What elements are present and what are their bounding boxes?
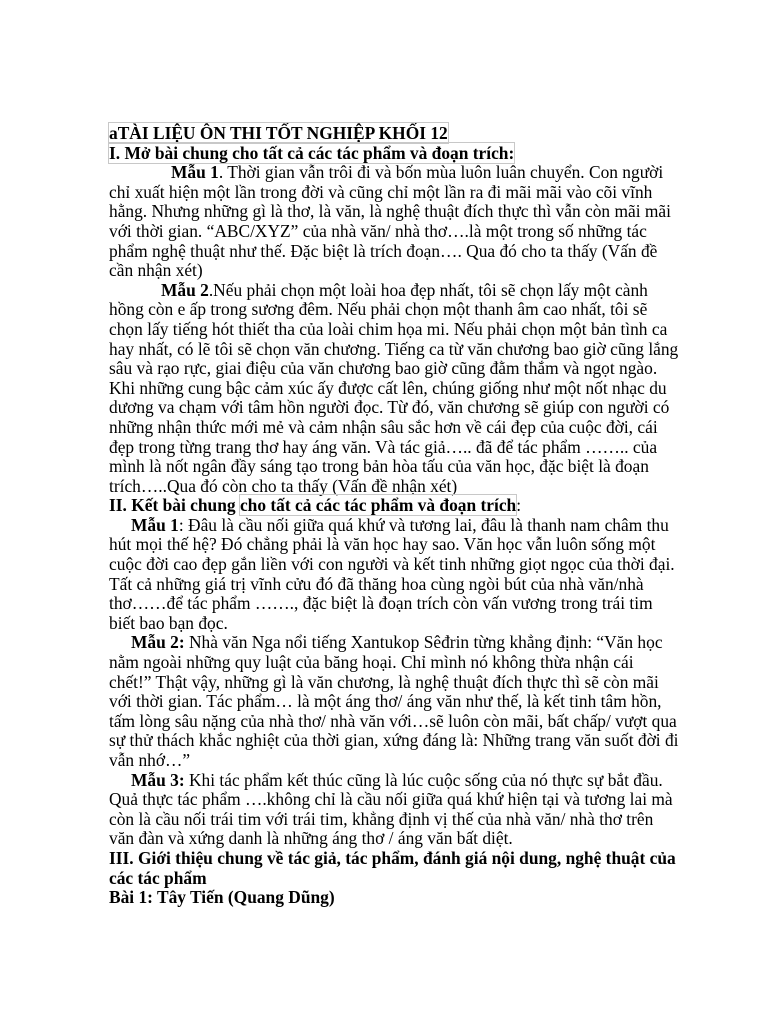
document-body xyxy=(109,124,680,908)
sample-text: : Đâu là cầu nối giữa quá khứ và tương lai, đâu là thanh nam châm thu hút mọi thế hệ? Đó chẳng phải là văn học hay sao. Văn học vẫn luôn sống một cuộc đời cao đẹp gắn liền với con người và kết tinh những giọt ngọc của thời đại. Tất cả những giá trị vĩnh cửu đó đã thăng hoa cùng ngòi bút của nhà văn/nhà thơ……để tác phẩm ……., đặc biệt là đoạn trích còn vấn vương trong trái tim biết bao bạn đọc. xyxy=(109,514,675,633)
sample-label: Mẫu 1 xyxy=(171,162,219,183)
section-2-heading: II. Kết bài chung cho tất cả các tác phẩm và đoạn trích: xyxy=(109,495,522,516)
sample-label: Mẫu 2: xyxy=(131,632,185,653)
sample-label: Mẫu 1 xyxy=(131,514,179,535)
sample-text: .Nếu phải chọn một loài hoa đẹp nhất, tôi sẽ chọn lấy một cành hồng còn e ấp trong sương đêm. Nếu phải chọn một thanh âm cao nhất, tôi sẽ chọn lấy tiếng hót thiết tha của loài chim họa mi. Nếu phải chọn một bản tình ca hay nhất, có lẽ tôi sẽ chọn văn chương. Tiếng ca từ văn chương bao giờ cũng lắng sâu và rạo rực, giai điệu của văn chương bao giờ cũng đằm thắm và ngọt ngào. Khi những cung bậc cảm xúc ấy được cất lên, chúng giống như một nốt nhạc du dương va chạm với tâm hồn người đọc. Từ đó, văn chương sẽ giúp con người có những nhận thức mới mẻ và cảm nhận sâu sắc hơn về cái đẹp của cuộc đời, cái đẹp trong từng trang thơ hay áng văn. Và tác giả….. đã để tác phẩm …….. của mình là nốt ngân đầy sáng tạo trong bản hòa tấu của văn học, đặc biệt là đoạn trích…..Qua đó còn cho ta thấy (Vấn đề nhận xét) xyxy=(109,279,679,496)
sample-text: . Thời gian vẫn trôi đi và bốn mùa luôn luân chuyển. Con người chỉ xuất hiện một lần trong đời và cũng chỉ một lần ra đi mãi mãi vào cõi vĩnh hằng. Nhưng những gì là thơ, là văn, là nghệ thuật đích thực thì vẫn còn mãi mãi với thời gian. “ABC/XYZ” của nhà văn/ nhà thơ….là một trong số những tác phẩm nghệ thuật như thế. Đặc biệt là trích đoạn…. Qua đó cho ta thấy (Vấn đề cần nhận xét) xyxy=(109,162,671,281)
sample-text: Khi tác phẩm kết thúc cũng là lúc cuộc sống của nó thực sự bắt đầu. Quả thực tác phẩm ….không chỉ là cầu nối giữa quá khứ hiện tại và tương lai mà còn là cầu nối trái tim với trái tim, khẳng định vị thế của nhà văn/ nhà thơ trên văn đàn và xứng danh là những áng thơ / áng văn bất diệt. xyxy=(109,769,673,849)
sample-label: Mẫu 3: xyxy=(131,769,185,790)
sample-text: Nhà văn Nga nổi tiếng Xantukop Sêđrin từng khẳng định: “Văn học nằm ngoài những quy luật của băng hoại. Chỉ mình nó không thừa nhận cái chết!” Thật vậy, những gì là văn chương, là nghệ thuật đích thực thì sẽ còn mãi với thời gian. Tác phẩm… là một áng thơ/ áng văn như thế, là kết tinh tâm hồn, tấm lòng sâu nặng của nhà thơ/ nhà văn với…sẽ luôn còn mãi, bất chấp/ vượt qua sự thử thách khắc nghiệt của thời gian, xứng đáng là: Những trang văn suốt đời đi vẫn nhớ…” xyxy=(109,632,679,770)
section-1-sample-2 xyxy=(109,281,680,497)
document-title: aTÀI LIỆU ÔN THI TỐT NGHIỆP KHỐI 12 xyxy=(109,123,448,143)
section-1-sample-1 xyxy=(109,163,680,281)
section-3-heading: III. Giới thiệu chung về tác giả, tác phẩm, đánh giá nội dung, nghệ thuật của các tác phẩm xyxy=(109,847,676,888)
sample-label: Mẫu 2 xyxy=(161,279,209,300)
lesson-1-title: Bài 1: Tây Tiến (Quang Dũng) xyxy=(109,887,335,908)
section-2-sample-1 xyxy=(109,516,680,634)
section-1-heading: I. Mở bài chung cho tất cả các tác phẩm và đoạn trích: xyxy=(109,142,515,163)
section-2-sample-2 xyxy=(109,633,680,770)
section-2-sample-3 xyxy=(109,771,680,849)
